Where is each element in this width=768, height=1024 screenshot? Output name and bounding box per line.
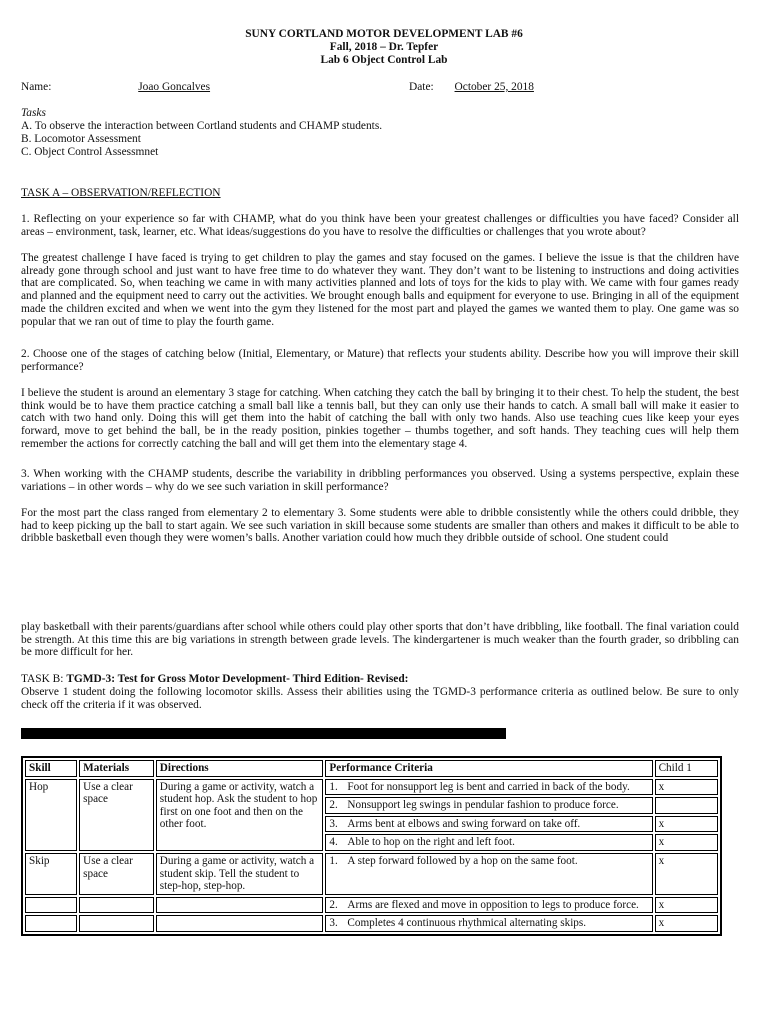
answer-2: I believe the student is around an elementary 3 stage for catching. When catching they catch the ball by bringing it to their chest. To help the student, the best think would be to have them practice catching a small ball like a tennis ball, but they can only use their hands to catch. A small ball will make it easier to catch with two hand only. Doing this will get them into the habit of catching the ball with only two hands. Also use teaching cues like keep your eyes forward, move to get behind the ball, be in the ready position, pinkies together – thumbs together, and soft hands. They teaching cues will help them remember the actions for correctly catching the ball and will get them into the elementary stage 4. — [21, 387, 739, 450]
criteria-number: 4. — [329, 836, 338, 849]
criteria-text: Arms are flexed and move in opposition to legs to produce force. — [347, 898, 639, 911]
criteria-number: 1. — [329, 854, 338, 867]
hop-materials-cell: Use a clear space — [79, 779, 154, 851]
name-label: Name: — [21, 81, 52, 93]
question-1: 1. Reflecting on your experience so far with CHAMP, what do you think have been your greatest challenges or difficulties you have faced? Consider all areas – environment, task, learner, etc. What ideas/suggestions do you have to resolve the difficulties or challenges that you wrote about? — [21, 213, 739, 238]
task-item-b: B. Locomotor Assessment — [21, 133, 141, 145]
criteria-cell — [325, 915, 652, 932]
criteria-number: 3. — [329, 917, 338, 930]
criteria-text: Foot for nonsupport leg is bent and carried in back of the body. — [347, 780, 630, 793]
name-field — [58, 81, 340, 94]
criteria-text: Able to hop on the right and left foot. — [347, 836, 515, 849]
child-mark-cell: x — [655, 897, 718, 914]
task-item-a: A. To observe the interaction between Cortland students and CHAMP students. — [21, 120, 383, 132]
task-b-instructions: Observe 1 student doing the following locomotor skills. Assess their abilities using the TGMD-3 performance criteria as outlined below. Be sure to only check off the criteria if it was observed. — [21, 686, 739, 711]
hop-skill-cell: Hop — [25, 779, 77, 851]
name-value: Joao Goncalves — [138, 81, 211, 93]
col-header-criteria: Performance Criteria — [325, 760, 652, 777]
answer-3-part-1: For the most part the class ranged from elementary 2 to elementary 3. Some students were able to dribble consistently while the others could dribble, they had to keep picking up the ball to start again. We see such variation in skill because some students are smaller than others and makes it difficult to be able to dribble basketball even though they were women’s balls. Another variation could how much they dribble outside of school. One student could — [21, 507, 739, 545]
criteria-cell — [325, 853, 652, 895]
criteria-text: Completes 4 continuous rhythmical alternating skips. — [347, 917, 587, 930]
doc-title: SUNY CORTLAND MOTOR DEVELOPMENT LAB #6 — [245, 28, 523, 40]
date-value: October 25, 2018 — [454, 81, 534, 93]
criteria-number: 2. — [329, 898, 338, 911]
empty-cell — [25, 897, 77, 914]
skip-directions-cell: During a game or activity, watch a student skip. Tell the student to step-hop, step-hop. — [156, 853, 324, 895]
task-b-title: TGMD-3: Test for Gross Motor Development- Third Edition- Revised: — [66, 673, 409, 685]
child-mark-cell — [655, 797, 718, 814]
skip-skill-cell: Skip — [25, 853, 77, 895]
table-row — [25, 915, 718, 932]
child-mark-cell: x — [655, 779, 718, 796]
empty-cell — [25, 915, 77, 932]
col-header-child: Child 1 — [655, 760, 718, 777]
empty-cell — [79, 897, 154, 914]
criteria-text: Nonsupport leg swings in pendular fashion to produce force. — [347, 799, 619, 812]
answer-1: The greatest challenge I have faced is trying to get children to play the games and stay focused on the games. I believe the issue is that the children have already gone through school and just want to have free time to do whatever they want. They don’t want to be listening to instructions and doing activities that are complicated. So, when teaching we came in with many activities planned and lots of toys for the kids to play with. We came with four games ready and planned and the equipment need to carry out the activities. We brought enough balls and equipment for everyone to use. Bringing in all of the equipment made the children excited and when we went into the gym they listened for the most part and played the games we wanted them to play. One game was so popular that we ran out of time to play the fourth game. — [21, 252, 739, 328]
col-header-materials: Materials — [79, 760, 154, 777]
doc-lab-title: Lab 6 Object Control Lab — [320, 54, 448, 66]
child-mark-cell: x — [655, 816, 718, 833]
name-row — [21, 81, 340, 94]
date-label: Date: — [409, 81, 434, 93]
col-header-directions: Directions — [156, 760, 324, 777]
date-row — [409, 81, 557, 94]
task-b-heading — [21, 673, 408, 686]
child-mark-cell: x — [655, 853, 718, 895]
tasks-heading: Tasks — [21, 107, 46, 119]
criteria-cell — [325, 779, 652, 796]
criteria-cell — [325, 816, 652, 833]
child-mark-cell: x — [655, 915, 718, 932]
empty-cell — [156, 915, 324, 932]
redaction-bar — [21, 728, 506, 739]
table-row — [25, 897, 718, 914]
date-field — [445, 81, 557, 94]
criteria-number: 1. — [329, 780, 338, 793]
empty-cell — [79, 915, 154, 932]
col-header-skill: Skill — [25, 760, 77, 777]
task-b-prefix: TASK B: — [21, 673, 64, 685]
criteria-cell — [325, 797, 652, 814]
criteria-number: 3. — [329, 817, 338, 830]
table-header-row — [25, 760, 718, 777]
answer-3-part-2: play basketball with their parents/guardians after school while others could play other sports that don’t have dribbling, like football. The final variation could be strength. At this time this are big variations in strength between grade levels. The kindergartener is much weaker than the fourth grader, so dribbling can be more difficult for her. — [21, 621, 739, 659]
empty-cell — [156, 897, 324, 914]
doc-semester: Fall, 2018 – Dr. Tepfer — [329, 41, 439, 53]
criteria-cell — [325, 897, 652, 914]
task-a-heading: TASK A – OBSERVATION/REFLECTION — [21, 187, 221, 199]
criteria-text: A step forward followed by a hop on the same foot. — [347, 854, 578, 867]
criteria-number: 2. — [329, 799, 338, 812]
criteria-cell — [325, 834, 652, 851]
criteria-text: Arms bent at elbows and swing forward on take off. — [347, 817, 581, 830]
child-mark-cell: x — [655, 834, 718, 851]
task-item-c: C. Object Control Assessmnet — [21, 146, 159, 158]
skip-materials-cell: Use a clear space — [79, 853, 154, 895]
tgmd-table — [21, 756, 722, 936]
hop-directions-cell: During a game or activity, watch a student hop. Ask the student to hop first on one foot and then on the other foot. — [156, 779, 324, 851]
question-2: 2. Choose one of the stages of catching below (Initial, Elementary, or Mature) that reflects your students ability. Describe how you will improve their skill performance? — [21, 348, 739, 373]
question-3: 3. When working with the CHAMP students, describe the variability in dribbling performances you observed. Using a systems perspective, explain these variations – in other words – why do we see such variation in skill performance? — [21, 468, 739, 493]
table-row — [25, 853, 718, 895]
table-row — [25, 779, 718, 796]
